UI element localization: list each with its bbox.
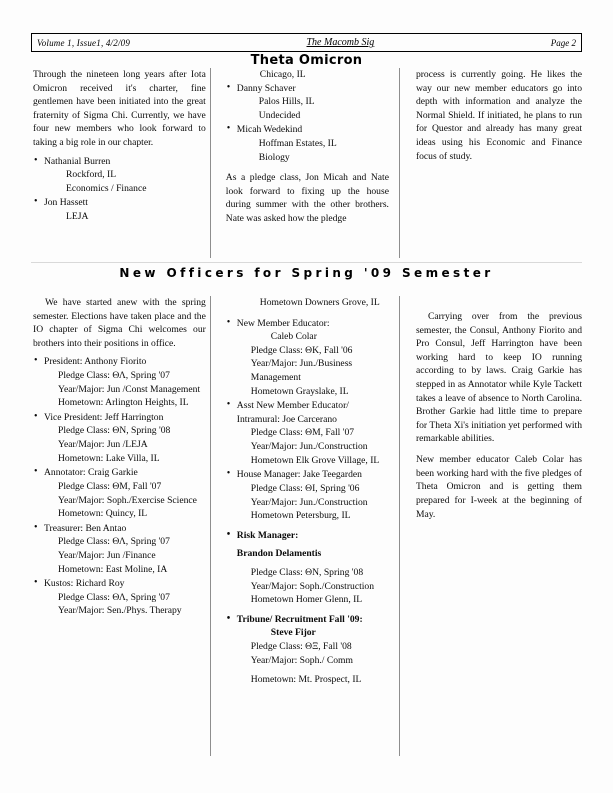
officer-year-major: Year/Major: Soph./Construction <box>250 580 375 592</box>
pledge-name: Danny Schaver <box>236 82 296 94</box>
list-item <box>33 577 206 618</box>
officers-summary-paragraph-2: New member educator Caleb Colar has been working hard with the five pledges of Theta Omicron and is getting them prepared for I-week at the beginning of May. <box>415 454 582 520</box>
list-item <box>226 529 389 607</box>
list-item <box>226 123 389 164</box>
officer-year-major: Year/Major: Jun /Const Management <box>58 383 201 395</box>
officer-pledge-class: Pledge Class: ΘM, Fall '07 <box>58 480 162 492</box>
officer-pledge-class: Pledge Class: ΘΛ, Spring '07 <box>58 536 170 548</box>
continuation-paragraph: process is currently going. He likes the way our new member educators go into depth with information and analyze the Normal Shield. If initiated, he plans to run for Questor and already has many great ideas using his Economic and Finance focus of study. <box>415 69 582 162</box>
officer-pledge-class: Pledge Class: ΘN, Spring '08 <box>250 566 364 578</box>
officer-title: Asst New Member Educator/ Intramural: Joe Carcerano <box>236 400 349 425</box>
page-title: Theta Omicron <box>250 53 363 68</box>
officers-columns <box>33 296 582 756</box>
officer-hometown: Hometown Homer Glenn, IL <box>250 594 363 606</box>
officer-year-major: Year/Major: Sen./Phys. Therapy <box>58 605 182 617</box>
officer-name: Brandon Delamentis <box>236 548 322 560</box>
list-item <box>226 613 389 687</box>
pledge-list-col2 <box>226 82 389 165</box>
officer-hometown: Hometown Grayslake, IL <box>250 385 349 397</box>
officer-name: Steve Fijor <box>270 627 316 639</box>
officer-year-major: Year/Major: Jun./Construction <box>250 441 368 453</box>
list-item <box>226 468 389 522</box>
officer-hometown: Hometown Petersburg, IL <box>250 510 351 522</box>
pledge-name: Jon Hassett <box>44 197 88 209</box>
pledge-name: Nathanial Burren <box>44 155 111 167</box>
officer-title: House Manager: Jake Teegarden <box>236 469 362 481</box>
top-column-2 <box>215 68 395 258</box>
officers-column-1 <box>33 296 206 756</box>
officer-title: Tribune/ Recruitment Fall '09: <box>236 613 363 625</box>
officer-hometown: Hometown: East Moline, IA <box>58 563 168 575</box>
column-divider <box>210 296 211 756</box>
officer-hometown: Hometown: Quincy, IL <box>58 508 148 520</box>
pledge-major: Economics / Finance <box>66 182 147 194</box>
pledge-hometown: Palos Hills, IL <box>258 96 315 108</box>
column-divider <box>399 296 400 756</box>
list-item <box>226 82 389 123</box>
list-item <box>33 522 206 576</box>
masthead <box>31 33 582 52</box>
list-item <box>33 466 206 520</box>
top-column-1 <box>33 68 206 258</box>
pledge-hometown: Rockford, IL <box>66 169 117 181</box>
pledge-hometown: LEJA <box>66 211 89 223</box>
officer-title: Vice President: Jeff Harrington <box>44 411 164 423</box>
officer-pledge-class: Pledge Class: ΘΛ, Spring '07 <box>58 370 170 382</box>
officer-pledge-class: Pledge Class: ΘN, Spring '08 <box>58 425 171 437</box>
list-item <box>226 317 389 399</box>
officer-year-major: Year/Major: Jun./Construction <box>250 496 368 508</box>
list-item <box>33 196 206 223</box>
officer-year-major: Year/Major: Jun /LEJA <box>58 439 148 451</box>
officer-title: Treasurer: Ben Antao <box>44 522 127 534</box>
section-banner: New Officers for Spring '09 Semester <box>119 266 494 280</box>
officers-column-2 <box>215 296 395 756</box>
officer-title: New Member Educator: <box>236 317 330 329</box>
list-item <box>33 155 206 196</box>
pledge-list-col1 <box>33 155 206 224</box>
officer-list-col1 <box>33 355 206 618</box>
officer-year-major: Year/Major: Jun./Business Management <box>250 358 353 384</box>
officer-title: Kustos: Richard Roy <box>44 578 125 590</box>
officers-summary-paragraph-1: Carrying over from the previous semester, the Consul, Anthony Fiorito and Pro Consul, Jeff Harrington have been working hard to keep IO running according to by laws. Craig Garkie has stepped in as Annotator while Kyle Tackett takes a leave of absence to North Carolina. Brother Garkie had little time to prepare for Theta Xi's initiation yet performed with remarkable abilities. <box>415 311 582 445</box>
officer-pledge-class: Pledge Class: ΘΛ, Spring '07 <box>58 591 170 603</box>
pledge-hometown: Hoffman Estates, IL <box>258 138 337 150</box>
masthead-volume: Volume 1, Issue1, 4/2/09 <box>37 37 131 48</box>
carryover-hometown: Chicago, IL <box>259 69 306 80</box>
pledge-class-paragraph: As a pledge class, Jon Micah and Nate look forward to fixing up the house during summer with the other brothers. Nate was asked how the pledge <box>225 172 389 225</box>
intro-paragraph: Through the nineteen long years after Iota Omicron received it's charter, fine gentlemen have been initiated into the great fraternity of Sigma Chi. Currently, we have four new members who look forward to taking a big role in our chapter. <box>33 69 206 149</box>
officer-pledge-class: Pledge Class: ΘI, Spring '06 <box>250 482 360 494</box>
carryover-hometown: Hometown Downers Grove, IL <box>259 297 380 308</box>
officer-name: Caleb Colar <box>270 331 317 343</box>
officer-year-major: Year/Major: Soph./ Comm <box>250 654 353 666</box>
officers-intro: We have started anew with the spring semester. Elections have taken place and the IO chapter of Sigma Chi welcomes our brothers into their positions in office. <box>33 297 206 349</box>
officer-title: Risk Manager: <box>236 529 299 541</box>
list-item <box>226 399 389 467</box>
officer-title: President: Anthony Fiorito <box>44 356 147 368</box>
officer-year-major: Year/Major: Soph./Exercise Science <box>58 494 197 506</box>
list-item <box>33 355 206 409</box>
officer-title: Annotator: Craig Garkie <box>44 467 138 479</box>
officer-hometown: Hometown Elk Grove Village, IL <box>250 454 380 466</box>
masthead-page-number: Page 2 <box>550 37 576 48</box>
top-columns <box>33 68 582 258</box>
officer-pledge-class: Pledge Class: ΘM, Fall '07 <box>250 427 355 439</box>
officer-list-col2 <box>226 317 389 687</box>
list-item <box>33 411 206 465</box>
column-divider <box>210 68 211 258</box>
banner-divider <box>31 262 582 263</box>
masthead-title: The Macomb Sig <box>306 37 375 48</box>
pledge-name: Micah Wedekind <box>236 124 303 136</box>
officers-column-3 <box>404 296 582 756</box>
officer-hometown: Hometown: Arlington Heights, IL <box>58 397 189 409</box>
officer-pledge-class: Pledge Class: ΘK, Fall '06 <box>250 344 353 356</box>
officer-year-major: Year/Major: Jun /Finance <box>58 549 156 561</box>
column-divider <box>399 68 400 258</box>
officer-hometown: Hometown: Mt. Prospect, IL <box>250 674 362 686</box>
officer-hometown: Hometown: Lake Villa, IL <box>58 452 160 464</box>
officer-pledge-class: Pledge Class: ΘΞ, Fall '08 <box>250 641 352 653</box>
top-column-3 <box>404 68 582 258</box>
pledge-major: Undecided <box>258 109 301 121</box>
pledge-major: Biology <box>258 151 290 163</box>
